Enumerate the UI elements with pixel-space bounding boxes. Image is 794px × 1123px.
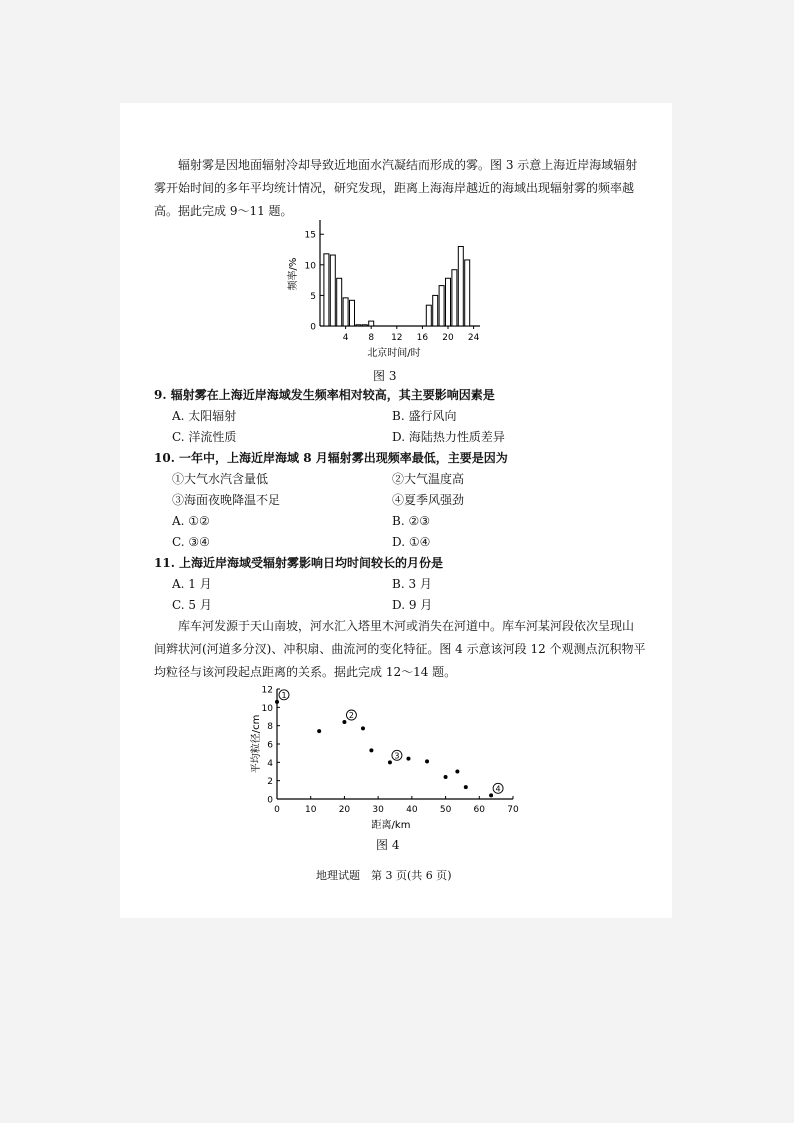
intro-paragraph-1 (154, 154, 654, 223)
fig4-point (489, 793, 493, 797)
fig3-bar (426, 305, 431, 326)
question-11-stem: 11. 上海近岸海域受辐射雾影响日均时间较长的月份是 (154, 556, 444, 570)
fig4-marker-label: 3 (394, 751, 400, 761)
fig4-y-tick-label: 0 (267, 795, 273, 806)
fig3-x-axis-label: 北京时间/时 (367, 348, 421, 359)
q10-option-b: B. ②③ (392, 514, 430, 528)
fig4-point (455, 770, 459, 774)
fig4-marker-label: 2 (348, 711, 354, 720)
fig3-y-axis-label: 频率/% (288, 257, 299, 291)
fig3-bar (433, 295, 438, 326)
fig3-y-tick-label: 15 (304, 230, 316, 241)
intro2-line-2: 间辫状河(河道多分汊)、冲积扇、曲流河的变化特征。图 4 示意该河段 12 个观测点沉积物平 (154, 642, 646, 656)
figure-4-scatter-chart (245, 682, 530, 832)
fig4-y-tick-label: 2 (267, 777, 273, 788)
fig3-bar (362, 325, 367, 326)
q11-option-d: D. 9 月 (392, 598, 433, 612)
fig4-x-tick-label: 10 (304, 805, 317, 815)
fig3-x-tick-label: 4 (342, 333, 349, 343)
fig4-point (425, 759, 429, 763)
fig4-point (369, 748, 373, 752)
fig4-point (464, 785, 468, 789)
fig3-x-tick-label: 16 (416, 333, 429, 343)
q10-item-1: ①大气水汽含量低 (172, 472, 269, 486)
q9-option-d: D. 海陆热力性质差异 (392, 430, 505, 444)
q10-option-d: D. ①④ (392, 535, 431, 549)
q10-item-4: ④夏季风强劲 (392, 493, 465, 507)
fig4-y-tick-label: 10 (261, 703, 273, 714)
fig4-x-axis-label: 距离/km (371, 820, 411, 831)
intro1-line-2: 雾开始时间的多年平均统计情况，研究发现，距离上海海岸越近的海域出现辐射雾的频率越 (154, 181, 635, 195)
q9-option-a: A. 太阳辐射 (172, 409, 237, 423)
fig4-y-tick-label: 8 (267, 722, 273, 733)
fig4-y-tick-label: 12 (261, 685, 273, 696)
fig3-bar (452, 270, 457, 326)
q9-option-b: B. 盛行风向 (392, 409, 457, 423)
fig3-bar (337, 278, 342, 326)
figure-3-bar-chart (280, 218, 490, 363)
fig4-point (342, 720, 346, 724)
question-9-stem: 9. 辐射雾在上海近岸海域发生频率相对较高，其主要影响因素是 (154, 388, 495, 402)
fig3-bar (350, 300, 355, 326)
q10-item-2: ②大气温度高 (392, 472, 465, 486)
fig4-x-tick-label: 60 (473, 805, 486, 815)
intro1-line-1: 辐射雾是因地面辐射冷却导致近地面水汽凝结而形成的雾。图 3 示意上海近岸海域辐射 (178, 158, 638, 172)
fig4-x-tick-label: 30 (372, 805, 384, 815)
q11-option-b: B. 3 月 (392, 577, 432, 591)
fig4-point (275, 700, 279, 704)
fig4-x-tick-label: 20 (338, 805, 351, 815)
fig3-x-tick-label: 12 (391, 333, 403, 343)
fig3-bar (439, 286, 444, 326)
intro2-line-1: 库车河发源于天山南坡，河水汇入塔里木河或消失在河道中。库车河某河段依次呈现山 (178, 619, 635, 633)
fig4-point (406, 757, 410, 761)
intro-paragraph-2 (154, 615, 654, 684)
fig4-marker-label: 4 (495, 784, 501, 794)
intro1-line-3: 高。据此完成 9～11 题。 (154, 204, 293, 218)
fig3-y-tick-label: 5 (310, 291, 316, 302)
fig3-bar (458, 246, 463, 326)
fig3-bar (369, 321, 374, 326)
fig4-y-tick-label: 4 (267, 758, 273, 769)
q11-option-a: A. 1 月 (172, 577, 212, 591)
fig4-x-tick-label: 0 (274, 805, 280, 815)
fig3-x-tick-label: 8 (368, 333, 375, 343)
q10-option-a: A. ①② (172, 514, 210, 528)
fig4-y-tick-label: 6 (267, 740, 273, 751)
q10-item-3: ③海面夜晚降温不足 (172, 493, 281, 507)
fig4-x-tick-label: 40 (406, 805, 418, 815)
q9-option-c: C. 洋流性质 (172, 430, 237, 444)
fig4-point (361, 726, 365, 730)
figure-4-caption: 图 4 (376, 838, 400, 852)
fig3-bar (343, 298, 348, 326)
intro2-line-3: 均粒径与该河段起点距离的关系。据此完成 12～14 题。 (154, 665, 457, 679)
fig3-x-tick-label: 24 (467, 333, 480, 343)
fig4-point (444, 775, 448, 779)
q10-option-c: C. ③④ (172, 535, 210, 549)
fig3-bar (324, 254, 329, 326)
question-10-stem: 10. 一年中，上海近岸海域 8 月辐射雾出现频率最低，主要是因为 (154, 451, 508, 465)
fig3-bar (330, 255, 335, 326)
fig4-x-tick-label: 50 (439, 805, 452, 815)
fig4-y-axis-label: 平均粒径/cm (251, 714, 262, 774)
q11-option-c: C. 5 月 (172, 598, 212, 612)
fig4-point (388, 760, 392, 764)
fig3-y-tick-label: 0 (310, 322, 316, 333)
fig3-y-tick-label: 10 (304, 261, 316, 272)
fig3-x-tick-label: 20 (442, 333, 454, 343)
fig4-point (317, 729, 321, 733)
page-footer: 地理试题 第 3 页(共 6 页) (316, 869, 452, 882)
fig3-bar (356, 325, 361, 326)
fig4-x-tick-label: 70 (507, 805, 519, 815)
figure-3-caption: 图 3 (373, 369, 397, 383)
fig4-marker-label: 1 (281, 690, 287, 700)
fig3-bar (465, 260, 470, 326)
fig3-bar (446, 278, 451, 326)
